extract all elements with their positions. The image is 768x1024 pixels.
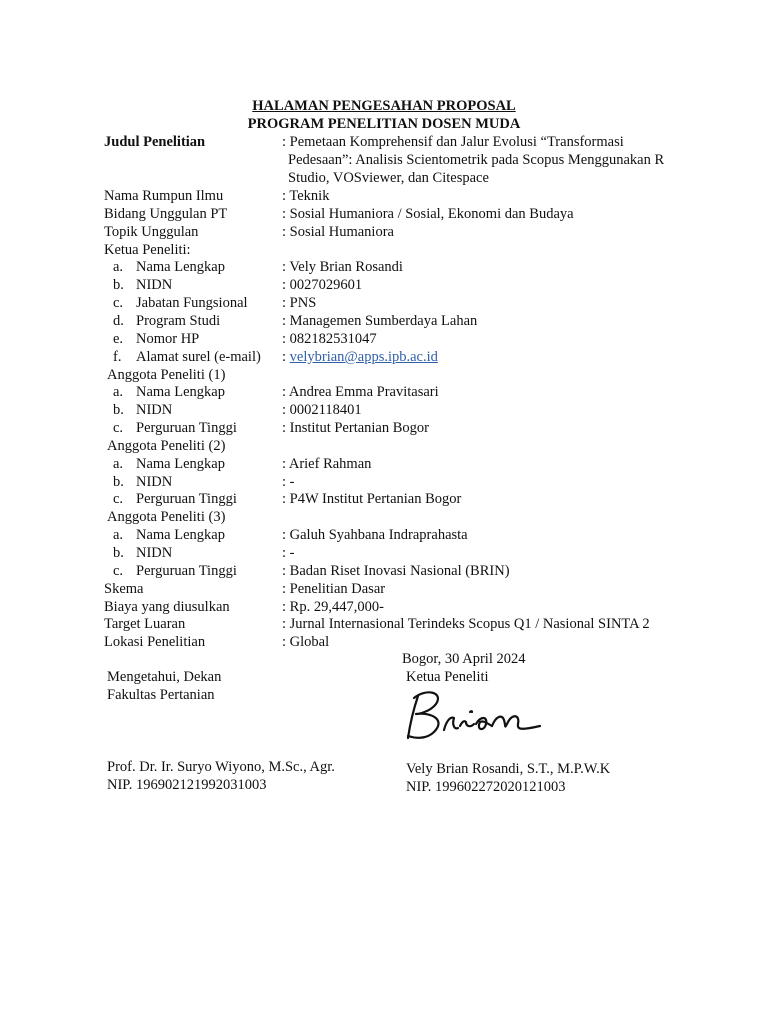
field-marker: c. <box>113 295 124 311</box>
field-row <box>0 313 768 330</box>
field-label: NIDN <box>136 545 173 561</box>
field-value <box>282 331 377 348</box>
field-value-text: : 0002118401 <box>282 402 362 418</box>
field-label: Target Luaran <box>104 616 186 632</box>
field-marker: a. <box>113 456 124 472</box>
field-label: Ketua Peneliti: <box>104 242 191 258</box>
field-value-text: : Jurnal Internasional Terindeks Scopus Q1 / Nasional SINTA 2 <box>282 616 650 632</box>
field-value <box>282 295 316 312</box>
page-title: HALAMAN PENGESAHAN PROPOSAL <box>252 98 516 114</box>
field-value <box>282 474 294 491</box>
field-value <box>282 420 429 437</box>
field-label: Perguruan Tinggi <box>136 563 237 579</box>
field-label: Nama Lengkap <box>136 384 225 400</box>
field-value-text: : 082182531047 <box>282 331 377 347</box>
field-row <box>0 474 768 491</box>
field-label: Anggota Peneliti (1) <box>107 367 226 383</box>
field-row <box>0 188 768 205</box>
field-row <box>0 599 768 616</box>
lead-researcher-title: Ketua Peneliti <box>406 669 489 685</box>
field-label: Nama Lengkap <box>136 259 225 275</box>
field-value-text: : - <box>282 545 295 561</box>
field-value-text: : Sosial Humaniora / Sosial, Ekonomi dan Budaya <box>282 206 574 222</box>
field-value <box>282 313 477 330</box>
field-value-text: : Andrea Emma Pravitasari <box>282 384 439 400</box>
field-value-text: : Teknik <box>282 188 330 204</box>
field-value <box>282 563 510 580</box>
field-marker: d. <box>113 313 124 329</box>
approver-name: Prof. Dr. Ir. Suryo Wiyono, M.Sc., Agr. <box>107 759 335 775</box>
field-value-text: : <box>282 349 290 365</box>
field-value <box>282 188 329 205</box>
field-value <box>282 616 650 633</box>
field-value-text: : Penelitian Dasar <box>282 581 386 597</box>
field-marker: b. <box>113 402 124 418</box>
field-row <box>0 527 768 544</box>
field-marker: b. <box>113 545 124 561</box>
field-label: Topik Unggulan <box>104 224 199 240</box>
lead-researcher-nip: NIP. 199602272020121003 <box>406 779 566 795</box>
field-marker: b. <box>113 277 124 293</box>
field-marker: e. <box>113 331 124 347</box>
field-row <box>0 438 768 455</box>
field-label: Anggota Peneliti (3) <box>107 509 226 525</box>
judul-value-line2: Pedesaan”: Analisis Scientometrik pada Scopus Menggunakan R <box>288 152 665 168</box>
field-row <box>0 349 768 366</box>
field-marker: c. <box>113 420 124 436</box>
field-value <box>282 384 439 401</box>
field-label: Perguruan Tinggi <box>136 491 237 507</box>
field-value-text: : Galuh Syahbana Indraprahasta <box>282 527 468 543</box>
field-row <box>0 295 768 312</box>
field-value-text: : PNS <box>282 295 317 311</box>
field-label: Bidang Unggulan PT <box>104 206 228 222</box>
approver-nip: NIP. 196902121992031003 <box>107 777 267 793</box>
field-row <box>0 384 768 401</box>
field-value <box>282 634 329 651</box>
field-row <box>0 402 768 419</box>
judul-label: Judul Penelitian <box>104 134 206 150</box>
field-marker: a. <box>113 384 124 400</box>
field-value-text: : Arief Rahman <box>282 456 372 472</box>
field-marker: a. <box>113 527 124 543</box>
field-row <box>0 242 768 259</box>
field-row <box>0 259 768 276</box>
field-row <box>0 509 768 526</box>
field-label: Nomor HP <box>136 331 200 347</box>
field-value <box>282 224 394 241</box>
field-value-text: : Rp. 29,447,000- <box>282 599 384 615</box>
field-row <box>0 224 768 241</box>
field-row <box>0 581 768 598</box>
field-marker: f. <box>113 349 122 365</box>
field-row <box>0 420 768 437</box>
lead-researcher-name: Vely Brian Rosandi, S.T., M.P.W.K <box>406 761 611 777</box>
field-label: Program Studi <box>136 313 221 329</box>
page-subtitle: PROGRAM PENELITIAN DOSEN MUDA <box>247 116 521 132</box>
field-label: Biaya yang diusulkan <box>104 599 230 615</box>
email-link[interactable]: velybrian@apps.ipb.ac.id <box>289 349 438 365</box>
field-value <box>282 599 384 616</box>
field-label: Nama Lengkap <box>136 527 225 543</box>
field-value-text: : 0027029601 <box>282 277 363 293</box>
field-label: NIDN <box>136 277 173 293</box>
field-value <box>282 545 294 562</box>
field-value <box>282 206 574 223</box>
field-value <box>282 491 461 508</box>
judul-value-line1: : Pemetaan Komprehensif dan Jalur Evolusi “Transformasi <box>282 134 624 150</box>
field-value-text: : Vely Brian Rosandi <box>282 259 403 275</box>
field-label: Alamat surel (e-mail) <box>136 349 261 365</box>
field-label: Lokasi Penelitian <box>104 634 206 650</box>
field-value-text: : - <box>282 474 295 490</box>
field-value <box>282 349 438 366</box>
field-value-text: : Institut Pertanian Bogor <box>282 420 429 436</box>
field-label: NIDN <box>136 474 173 490</box>
field-row <box>0 367 768 384</box>
field-row <box>0 634 768 651</box>
field-value-text: : Sosial Humaniora <box>282 224 394 240</box>
judul-value-line3: Studio, VOSviewer, dan Citespace <box>288 170 489 186</box>
field-value-text: : Global <box>282 634 330 650</box>
field-row <box>0 491 768 508</box>
approver-faculty: Fakultas Pertanian <box>107 687 215 703</box>
signature-image <box>400 686 550 748</box>
field-value <box>282 456 371 473</box>
field-value <box>282 402 362 419</box>
field-label: Nama Rumpun Ilmu <box>104 188 224 204</box>
field-row <box>0 545 768 562</box>
place-date: Bogor, 30 April 2024 <box>402 651 526 667</box>
field-row <box>0 331 768 348</box>
field-row <box>0 616 768 633</box>
field-value <box>282 259 403 276</box>
field-label: Jabatan Fungsional <box>136 295 248 311</box>
field-marker: c. <box>113 563 124 579</box>
field-value-text: : Managemen Sumberdaya Lahan <box>282 313 478 329</box>
field-row <box>0 563 768 580</box>
field-label: Nama Lengkap <box>136 456 225 472</box>
field-value <box>282 277 362 294</box>
field-label: Anggota Peneliti (2) <box>107 438 226 454</box>
field-value <box>282 527 468 544</box>
field-row <box>0 277 768 294</box>
field-row <box>0 456 768 473</box>
field-marker: a. <box>113 259 124 275</box>
field-row <box>0 206 768 223</box>
field-label: NIDN <box>136 402 173 418</box>
field-marker: b. <box>113 474 124 490</box>
approver-title: Mengetahui, Dekan <box>107 669 222 685</box>
field-value-text: : Badan Riset Inovasi Nasional (BRIN) <box>282 563 510 579</box>
field-marker: c. <box>113 491 124 507</box>
field-value <box>282 581 385 598</box>
field-label: Perguruan Tinggi <box>136 420 237 436</box>
field-label: Skema <box>104 581 144 597</box>
field-value-text: : P4W Institut Pertanian Bogor <box>282 491 462 507</box>
